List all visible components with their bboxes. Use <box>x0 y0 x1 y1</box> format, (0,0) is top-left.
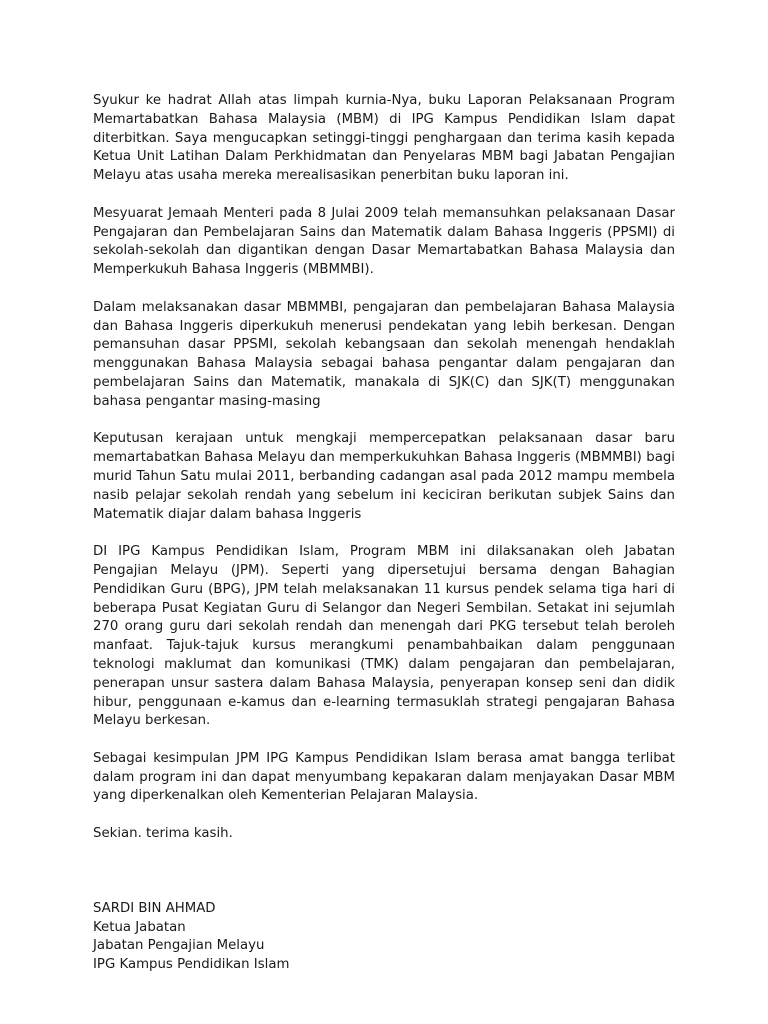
paragraph-ipg-program: DI IPG Kampus Pendidikan Islam, Program MBM ini dilaksanakan oleh Jabatan Pengajian Melayu (JPM). Seperti yang dipersetujui bersama dengan Bahagian Pendidikan Guru (BPG), JPM telah melaksanakan 11 kursus pendek selama tiga hari di beberapa Pusat Kegiatan Guru di Selangor dan Negeri Sembilan. Setakat ini sejumlah 270 orang guru dari sekolah rendah dan menengah dari PKG tersebut telah beroleh manfaat. Tajuk-tajuk kursus merangkumi penambahbaikan dalam penggunaan teknologi maklumat dan komunikasi (TMK) dalam pengajaran dan pembelajaran, penerapan unsur sastera dalam Bahasa Malaysia, penyerapan konsep seni dan didik hibur, penggunaan e-kamus dan e-learning termasuklah strategi pengajaran Bahasa Melayu berkesan. <box>93 544 675 729</box>
paragraph-conclusion: Sebagai kesimpulan JPM IPG Kampus Pendidikan Islam berasa amat bangga terlibat dalam program ini dan dapat menyumbang kepakaran dalam menjayakan Dasar MBM yang diperkenalkan oleh Kementerian Pelajaran Malaysia. <box>93 750 675 804</box>
signature-block <box>93 900 675 975</box>
closing-line: Sekian. terima kasih. <box>93 826 233 842</box>
signatory-institution: IPG Kampus Pendidikan Islam <box>93 957 290 973</box>
paragraph-government-decision: Keputusan kerajaan untuk mengkaji mempercepatkan pelaksanaan dasar baru memartabatkan Bahasa Melayu dan memperkukuhkan Bahasa Inggeris (MBMMBI) bagi murid Tahun Satu mulai 2011, berbanding cadangan asal pada 2012 mampu membela nasib pelajar sekolah rendah yang sebelum ini keciciran berikutan subjek Sains dan Matematik diajar dalam bahasa Inggeris <box>93 431 675 522</box>
paragraph-mbmmbi-implementation: Dalam melaksanakan dasar MBMMBI, pengajaran dan pembelajaran Bahasa Malaysia dan Bahasa Inggeris diperkukuh menerusi pendekatan yang lebih berkesan. Dengan pemansuhan dasar PPSMI, sekolah kebangsaan dan sekolah menengah hendaklah menggunakan Bahasa Malaysia sebagai bahasa pengantar dalam pengajaran dan pembelajaran Sains dan Matematik, manakala di SJK(C) dan SJK(T) menggunakan bahasa pengantar masing-masing <box>93 299 675 409</box>
paragraph-cabinet-meeting: Mesyuarat Jemaah Menteri pada 8 Julai 2009 telah memansuhkan pelaksanaan Dasar Pengajaran dan Pembelajaran Sains dan Matematik dalam Bahasa Inggeris (PPSMI) di sekolah-sekolah dan digantikan dengan Dasar Memartabatkan Bahasa Malaysia dan Memperkukuh Bahasa Inggeris (MBMMBI). <box>93 205 675 278</box>
signatory-department: Jabatan Pengajian Melayu <box>93 938 265 954</box>
signatory-title: Ketua Jabatan <box>93 919 186 935</box>
paragraph-opening: Syukur ke hadrat Allah atas limpah kurnia-Nya, buku Laporan Pelaksanaan Program Memartabatkan Bahasa Malaysia (MBM) di IPG Kampus Pendidikan Islam dapat diterbitkan. Saya mengucapkan setinggi-tinggi penghargaan dan terima kasih kepada Ketua Unit Latihan Dalam Perkhidmatan dan Penyelaras MBM bagi Jabatan Pengajian Melayu atas usaha mereka merealisasikan penerbitan buku laporan ini. <box>93 93 675 184</box>
signatory-name: SARDI BIN AHMAD <box>93 900 216 916</box>
